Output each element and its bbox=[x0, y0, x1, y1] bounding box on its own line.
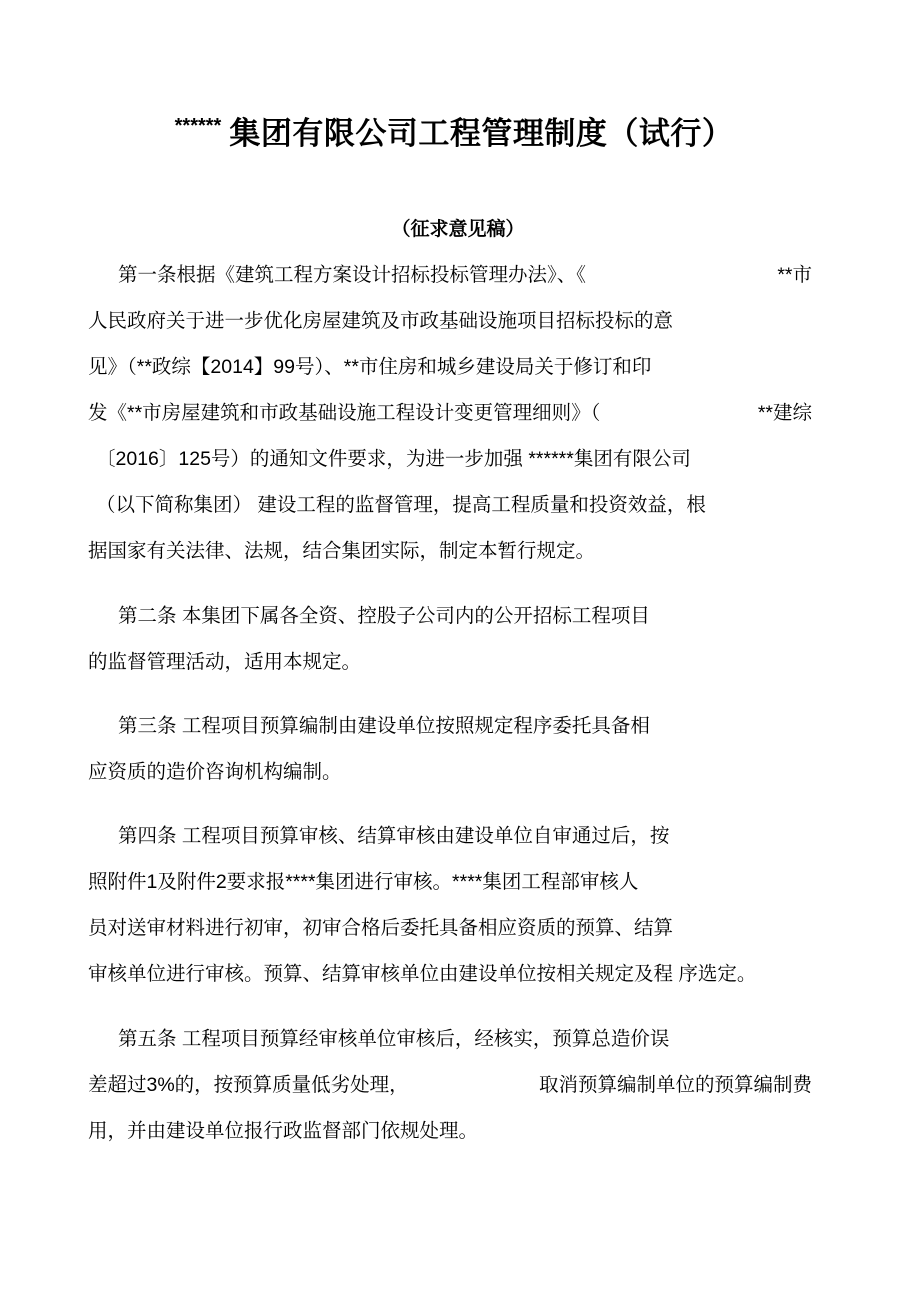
body-line: 第五条 工程项目预算经审核单位审核后，经核实，预算总造价误 bbox=[118, 1028, 670, 1050]
body-line: 见》（**政综【2014】99号）、**市住房和城乡建设局关于修订和印 bbox=[88, 356, 652, 378]
body-line bbox=[88, 401, 812, 425]
body-line-text: 第一条根据《建筑工程方案设计招标投标管理办法》、《 bbox=[118, 264, 587, 286]
body-line: 审核单位进行审核。预算、结算审核单位由建设单位按相关规定及程 序选定。 bbox=[88, 963, 757, 985]
body-line: 第四条 工程项目预算审核、结算审核由建设单位自审通过后，按 bbox=[118, 825, 670, 847]
body-line-tail: 取消预算编制单位的预算编制费 bbox=[538, 1074, 812, 1096]
body-line bbox=[88, 1073, 812, 1097]
body-line-spacer bbox=[586, 263, 777, 287]
body-line-text: 发《**市房屋建筑和市政基础设施工程设计变更管理细则》（ bbox=[88, 402, 601, 424]
body-line-spacer bbox=[600, 401, 757, 425]
document-subtitle: （征求意见稿） bbox=[391, 219, 525, 240]
body-line: 用，并由建设单位报行政监督部门依规处理。 bbox=[88, 1120, 479, 1142]
body-line: 照附件1及附件2要求报****集团进行审核。****集团工程部审核人 bbox=[88, 871, 639, 893]
body-line-tail: **建综 bbox=[757, 402, 812, 424]
body-line: 〔2016〕125号）的通知文件要求，为进一步加强 ******集团有限公司 bbox=[96, 448, 691, 470]
body-line-spacer bbox=[409, 1073, 539, 1097]
title-text: 集团有限公司工程管理制度（试行） bbox=[229, 116, 734, 151]
body-line-tail: **市 bbox=[777, 264, 812, 286]
body-line: 的监督管理活动，适用本规定。 bbox=[88, 651, 362, 673]
body-line-text: 差超过3%的，按预算质量低劣处理， bbox=[88, 1074, 409, 1096]
body-line: 人民政府关于进一步优化房屋建筑及市政基础设施项目招标投标的意 bbox=[88, 310, 674, 332]
body-line: 据国家有关法律、法规，结合集团实际，制定本暂行规定。 bbox=[88, 540, 596, 562]
title-masked-company-stars: ****** bbox=[174, 115, 222, 137]
body-line: 员对送审材料进行初审，初审合格后委托具备相应资质的预算、结算 bbox=[88, 917, 674, 939]
body-line: 第三条 工程项目预算编制由建设单位按照规定程序委托具备相 bbox=[118, 715, 650, 737]
body-line: （以下简称集团） 建设工程的监督管理，提高工程质量和投资效益，根 bbox=[96, 494, 706, 516]
document-title bbox=[88, 115, 828, 182]
body-line: 应资质的造价咨询机构编制。 bbox=[88, 761, 342, 783]
body-line: 第二条 本集团下属各全资、控股子公司内的公开招标工程项目 bbox=[118, 605, 650, 627]
body-line bbox=[118, 263, 812, 287]
